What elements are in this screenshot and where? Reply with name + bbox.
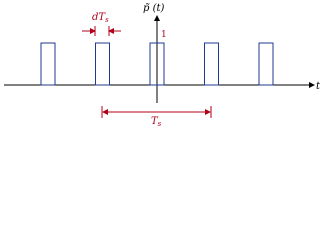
time-axis-label: t xyxy=(316,81,321,92)
title-label: p̃ (t) xyxy=(143,3,165,14)
period-annotation xyxy=(102,106,211,126)
pulse-4 xyxy=(205,43,219,85)
pulse-2 xyxy=(96,43,110,85)
pulse-5 xyxy=(259,43,273,85)
width-label: $dT_s$ xyxy=(92,12,109,24)
pulse-1 xyxy=(41,43,55,85)
amplitude-label: 1 xyxy=(161,30,167,40)
pulse-width-annotation xyxy=(82,12,121,36)
period-label: $T_s$ xyxy=(151,116,162,126)
